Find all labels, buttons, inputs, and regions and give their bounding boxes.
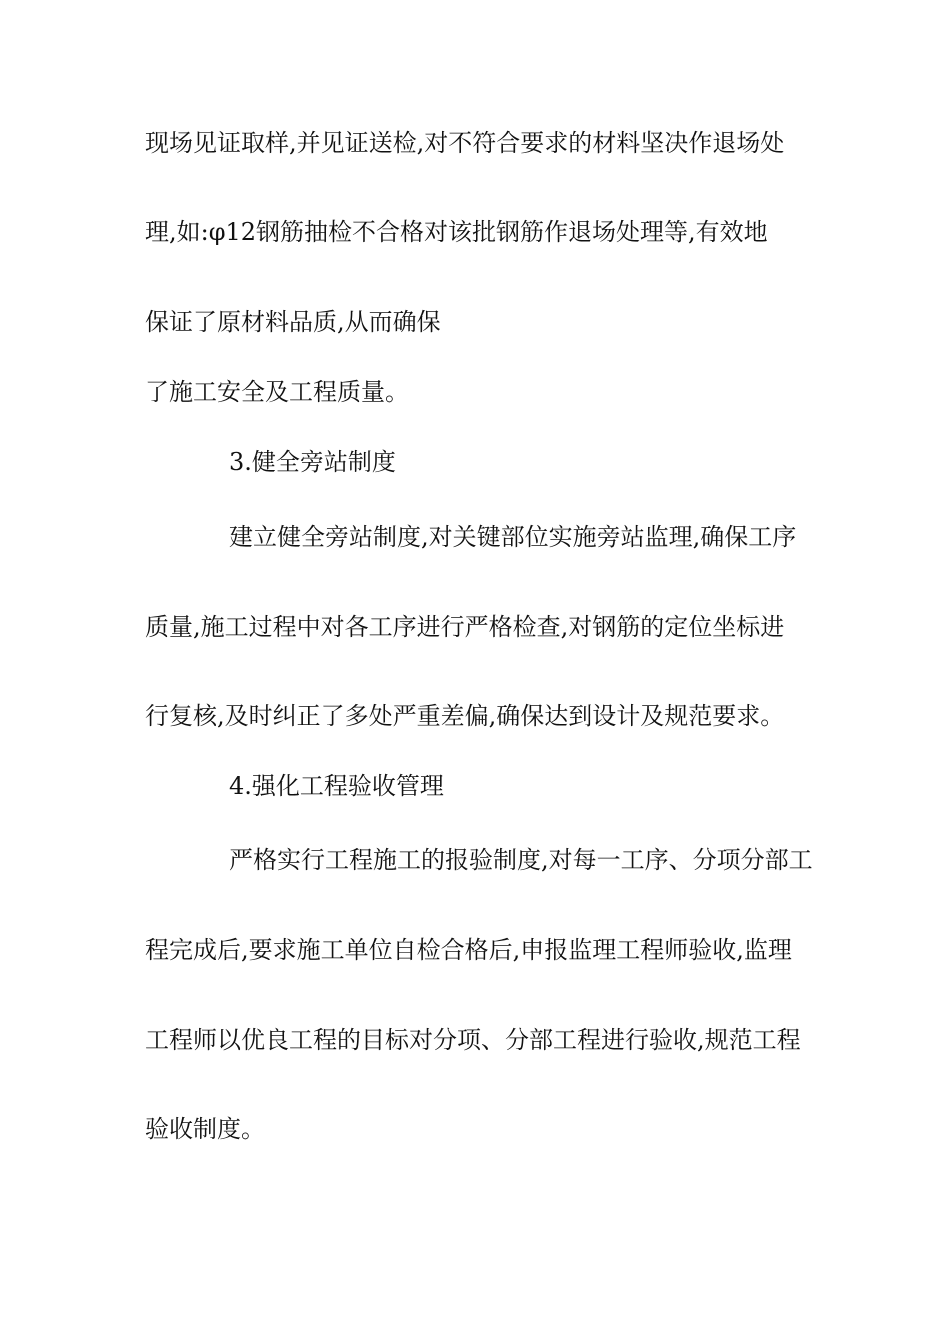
paragraph-line: 严格实行工程施工的报验制度,对每一工序、分项分部工: [229, 846, 813, 874]
paragraph-line: 保证了原材料品质,从而确保: [145, 308, 441, 336]
section-heading: 4.强化工程验收管理: [229, 772, 444, 800]
paragraph-line: 工程师以优良工程的目标对分项、分部工程进行验收,规范工程: [145, 1026, 801, 1054]
paragraph-line: 了施工安全及工程质量。: [145, 378, 409, 406]
paragraph-line: 验收制度。: [145, 1115, 265, 1143]
section-heading: 3.健全旁站制度: [229, 448, 396, 476]
paragraph-line: 质量,施工过程中对各工序进行严格检查,对钢筋的定位坐标进: [145, 613, 785, 641]
paragraph-line: 现场见证取样,并见证送检,对不符合要求的材料坚决作退场处: [145, 129, 785, 157]
paragraph-line: 程完成后,要求施工单位自检合格后,申报监理工程师验收,监理: [145, 936, 792, 964]
paragraph-line: 建立健全旁站制度,对关键部位实施旁站监理,确保工序: [229, 523, 797, 551]
paragraph-line: 行复核,及时纠正了多处严重差偏,确保达到设计及规范要求。: [145, 702, 785, 730]
paragraph-line: 理,如:φ12钢筋抽检不合格对该批钢筋作退场处理等,有效地: [145, 218, 768, 246]
